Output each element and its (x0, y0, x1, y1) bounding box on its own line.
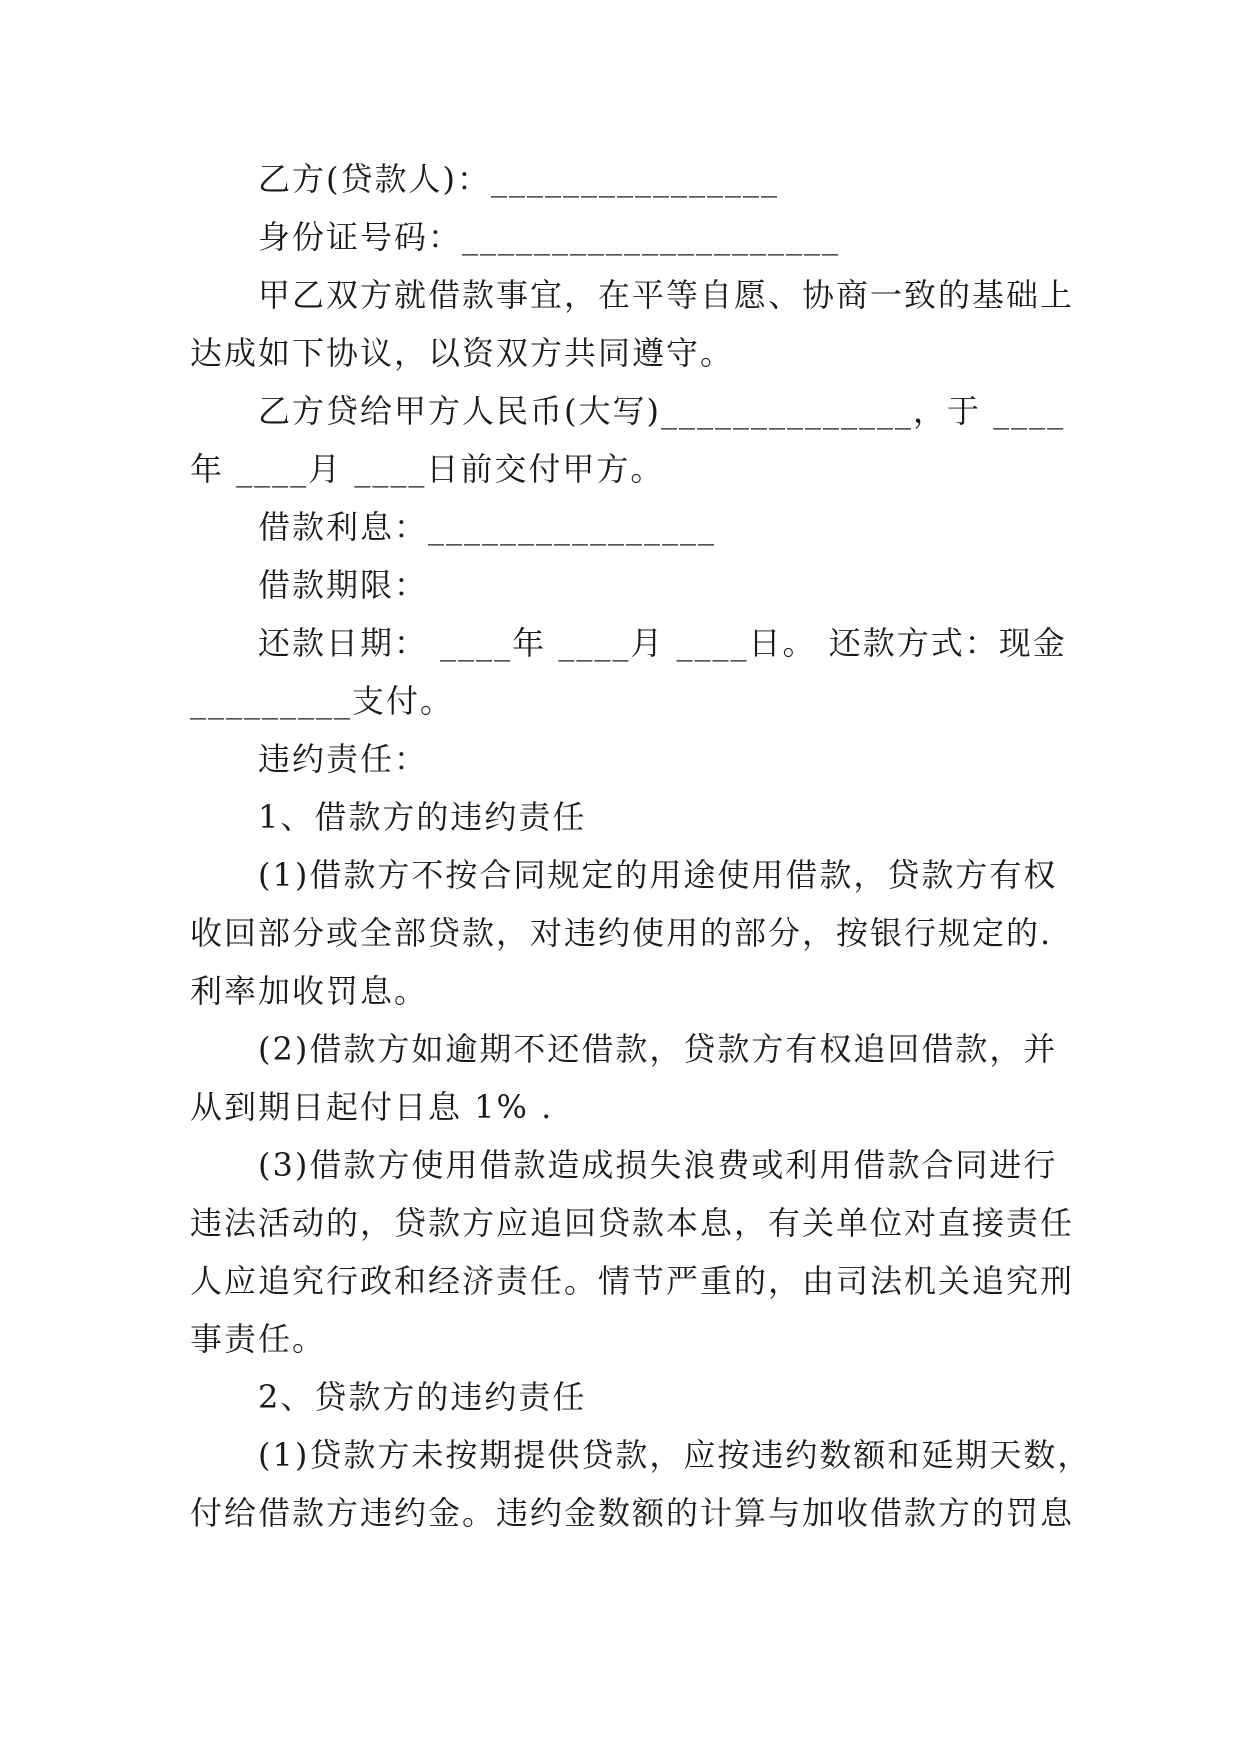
clause-line: (2)借款方如逾期不还借款，贷款方有权追回借款，并 (258, 1030, 1058, 1068)
clause-line: (1)借款方不按合同规定的用途使用借款，贷款方有权 (258, 856, 1058, 894)
interest-line: 借款利息：________________ (258, 508, 717, 546)
document-page (190, 150, 1092, 1542)
section-heading: 2、贷款方的违约责任 (258, 1378, 587, 1416)
clause-line: (1)贷款方未按期提供贷款，应按违约数额和延期天数， (258, 1436, 1092, 1474)
id-number-line: 身份证号码：_____________________ (258, 218, 841, 256)
clause-line: 收回部分或全部贷款，对违约使用的部分，按银行规定的. (190, 914, 1053, 952)
liability-heading: 违约责任： (258, 740, 429, 778)
term-line: 借款期限： (258, 566, 429, 604)
clause-line: 付给借款方违约金。违约金数额的计算与加收借款方的罚息 (190, 1494, 1075, 1532)
repayment-line: 还款日期： ____年 ____月 ____日。 还款方式：现金 (258, 624, 1067, 662)
clause-line: 人应追究行政和经济责任。情节严重的，由司法机关追究刑 (190, 1262, 1075, 1300)
repayment-line: _________支付。 (190, 682, 455, 720)
loan-amount-line: 年 ____月 ____日前交付甲方。 (190, 450, 665, 488)
agreement-paragraph-line: 达成如下协议，以资双方共同遵守。 (190, 334, 735, 372)
clause-line: 利率加收罚息。 (190, 972, 429, 1010)
lender-line: 乙方(贷款人)：________________ (258, 160, 779, 198)
clause-line: (3)借款方使用借款造成损失浪费或利用借款合同进行 (258, 1146, 1058, 1184)
clause-line: 违法活动的，贷款方应追回贷款本息，有关单位对直接责任 (190, 1204, 1075, 1242)
section-heading: 1、借款方的违约责任 (258, 798, 587, 836)
clause-line: 从到期日起付日息 1% . (190, 1088, 554, 1126)
agreement-paragraph-line: 甲乙双方就借款事宜，在平等自愿、协商一致的基础上 (258, 276, 1075, 314)
clause-line: 事责任。 (190, 1320, 327, 1358)
loan-amount-line: 乙方贷给甲方人民币(大写)______________，于 ____ (258, 392, 1066, 430)
